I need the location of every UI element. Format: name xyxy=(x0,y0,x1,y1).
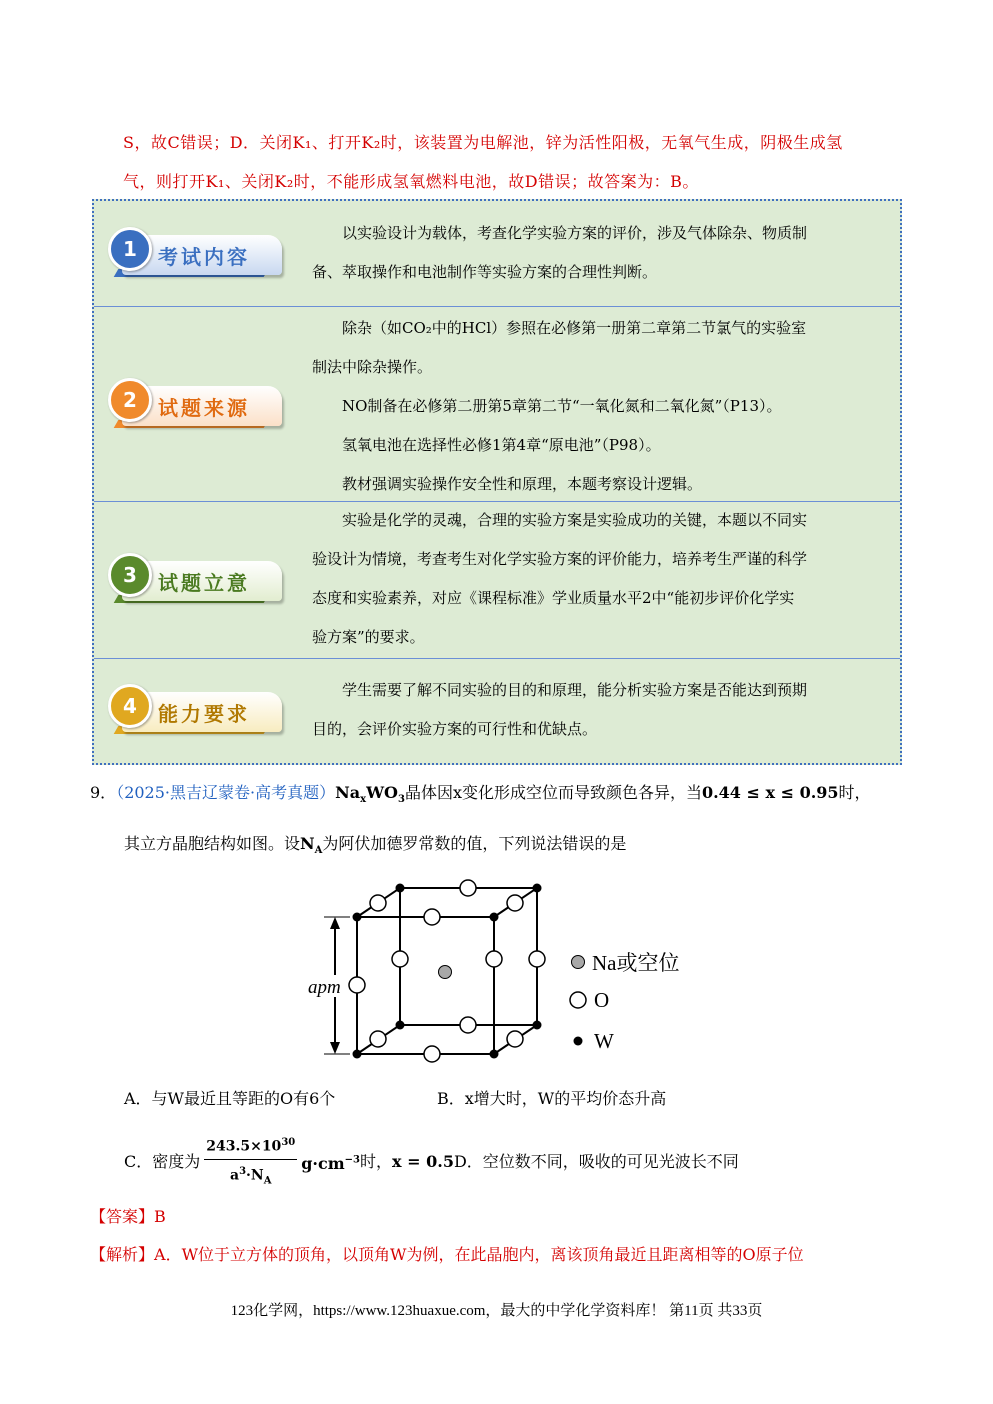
crystal-cell-figure xyxy=(300,875,720,1070)
option-d[interactable]: D．空位数不同，吸收的可见光波长不同 xyxy=(453,1152,739,1172)
o-atom xyxy=(370,1031,386,1047)
w-atom xyxy=(396,884,405,893)
w-atom xyxy=(353,913,362,922)
frac-den-sub: A xyxy=(263,1175,272,1187)
legend-na-marker xyxy=(572,956,585,969)
option-c-prefix[interactable]: C．密度为 xyxy=(124,1152,201,1172)
stem-text-4: 为阿伏加德罗常数的值，下列说法错误的是 xyxy=(322,834,627,853)
panel-row-source xyxy=(94,306,900,502)
o-atom xyxy=(424,909,440,925)
question-source: （2025·黑吉辽蒙卷·高考真题） xyxy=(116,783,336,802)
dimension-label: apm xyxy=(308,977,341,998)
density-unit xyxy=(301,1154,360,1173)
arrowhead-down xyxy=(330,1042,340,1054)
o-atom xyxy=(486,951,502,967)
badge-label: 能力要求 xyxy=(158,702,250,726)
number-circle: 4 xyxy=(108,684,152,728)
row-line: 教材强调实验操作安全性和原理，本题考察设计逻辑。 xyxy=(342,475,703,493)
badge-label: 试题来源 xyxy=(158,396,250,420)
analysis-tag: 【解析】 xyxy=(90,1245,155,1264)
badge-label: 考试内容 xyxy=(158,245,250,269)
option-b[interactable]: B．x增大时，W的平均价态升高 xyxy=(437,1089,667,1108)
badge-intent xyxy=(108,549,288,611)
badge-source xyxy=(108,374,288,436)
formula-mid: WO xyxy=(366,783,398,802)
badge-ability xyxy=(108,680,288,742)
row-line: 备、萃取操作和电池制作等实验方案的合理性判断。 xyxy=(312,263,658,281)
na-base: N xyxy=(300,834,315,853)
badge-exam-content xyxy=(108,223,288,285)
number-circle: 3 xyxy=(108,553,152,597)
row-line: 验设计为情境，考查考生对化学实验方案的评价能力，培养考生严谨的科学 xyxy=(312,550,808,568)
legend-w-marker xyxy=(574,1037,583,1046)
w-atom xyxy=(353,1050,362,1059)
intro-line-1: S，故C错误；D．关闭K₁、打开K₂时，该装置为电解池，锌为活性阳极，无氧气生成，阴极生成氢 xyxy=(123,133,843,152)
frac-den-exp: 3 xyxy=(239,1165,247,1177)
row-line: 制法中除杂操作。 xyxy=(312,358,433,376)
question-stem-line-2 xyxy=(124,831,626,856)
row-line: 学生需要了解不同实验的目的和原理，能分析实验方案是否能达到预期 xyxy=(342,681,808,699)
unit-exp: −3 xyxy=(344,1154,361,1166)
row-text xyxy=(312,214,892,292)
w-atom xyxy=(533,884,542,893)
stem-text-2: 时， xyxy=(838,783,871,802)
question-stem-line-1 xyxy=(90,780,871,805)
row-line: 验方案”的要求。 xyxy=(312,628,425,646)
frac-den: a xyxy=(230,1167,240,1184)
formula-sub-x: x xyxy=(360,794,367,806)
o-atom xyxy=(349,977,365,993)
panel-row-ability xyxy=(94,658,900,763)
panel-row-exam-content xyxy=(94,201,900,307)
o-atom xyxy=(529,951,545,967)
page-footer: 123化学网，https://www.123huaxue.com，最大的中学化学资料库！ 第11页 共33页 xyxy=(230,1303,763,1319)
avogadro-symbol xyxy=(300,834,323,857)
number-circle: 1 xyxy=(108,227,152,271)
row-line: 实验是化学的灵魂，合理的实验方案是实验成功的关键，本题以不同实 xyxy=(342,511,808,529)
stem-text-1: 晶体因x变化形成空位而导致颜色各异，当 xyxy=(404,783,702,802)
intro-line-2: 气，则打开K₁、关闭K₂时，不能形成氢氧燃料电池，故D错误；故答案为：B。 xyxy=(123,172,699,191)
w-atom xyxy=(490,913,499,922)
o-atom xyxy=(460,880,476,896)
arrowhead-up xyxy=(330,917,340,929)
w-atom xyxy=(396,1021,405,1030)
analysis-text: A．W位于立方体的顶角，以顶角W为例，在此晶胞内，离该顶角最近且距离相等的O原子位 xyxy=(154,1245,804,1264)
stem-text-3: 其立方晶胞结构如图。设 xyxy=(124,834,301,853)
formula xyxy=(335,783,405,806)
row-line: 目的，会评价实验方案的可行性和优缺点。 xyxy=(312,720,598,738)
answer-line xyxy=(90,1204,166,1227)
row-line: 氢氧电池在选择性必修1第4章“原电池”（P98）。 xyxy=(342,436,661,454)
option-a[interactable]: A．与W最近且等距的O有6个 xyxy=(124,1089,336,1108)
na-atom xyxy=(439,966,452,979)
range: 0.44 ≤ x ≤ 0.95 xyxy=(701,783,839,802)
density-fraction xyxy=(204,1133,297,1191)
frac-den-tail: ·N xyxy=(246,1167,264,1184)
analysis-panel xyxy=(92,199,902,765)
badge-label: 试题立意 xyxy=(158,571,250,595)
option-c-x: x = 0.5 xyxy=(392,1152,454,1172)
row-line: 以实验设计为载体，考查化学实验方案的评价，涉及气体除杂、物质制 xyxy=(342,224,808,242)
legend-o-label: O xyxy=(594,988,610,1012)
answer-value: B xyxy=(154,1207,166,1226)
frac-num: 243.5×10 xyxy=(206,1138,282,1155)
row-line: 除杂（如CO₂中的HCl）参照在必修第一册第二章第二节氯气的实验室 xyxy=(342,319,807,337)
legend-o-marker xyxy=(570,992,586,1008)
formula-base: Na xyxy=(335,783,361,802)
panel-row-intent xyxy=(94,501,900,659)
unit-base: g·cm xyxy=(301,1153,345,1173)
frac-num-exp: 30 xyxy=(281,1137,296,1148)
o-atom xyxy=(424,1046,440,1062)
row-text xyxy=(312,501,892,657)
o-atom xyxy=(370,895,386,911)
option-c-suffix: 时， xyxy=(360,1152,393,1172)
na-sub: A xyxy=(314,845,323,857)
w-atom xyxy=(490,1050,499,1059)
analysis-line xyxy=(90,1242,804,1265)
question-number: 9． xyxy=(90,783,117,802)
option-c-d-line xyxy=(124,1133,739,1191)
row-text xyxy=(312,309,892,504)
w-atom xyxy=(533,1021,542,1030)
row-line: NO制备在必修第二册第5章第二节“一氧化氮和二氧化氮”（P13）。 xyxy=(342,397,782,415)
formula-sub-3: 3 xyxy=(397,794,405,806)
legend-na-label: Na或空位 xyxy=(592,951,680,975)
answer-tag: 【答案】 xyxy=(90,1207,155,1226)
o-atom xyxy=(392,951,408,967)
o-atom xyxy=(460,1017,476,1033)
o-atom xyxy=(507,1031,523,1047)
o-atom xyxy=(507,895,523,911)
number-circle: 2 xyxy=(108,378,152,422)
legend-w-label: W xyxy=(594,1029,614,1053)
row-line: 态度和实验素养，对应《课程标准》学业质量水平2中“能初步评价化学实 xyxy=(312,589,795,607)
row-text xyxy=(312,671,892,749)
